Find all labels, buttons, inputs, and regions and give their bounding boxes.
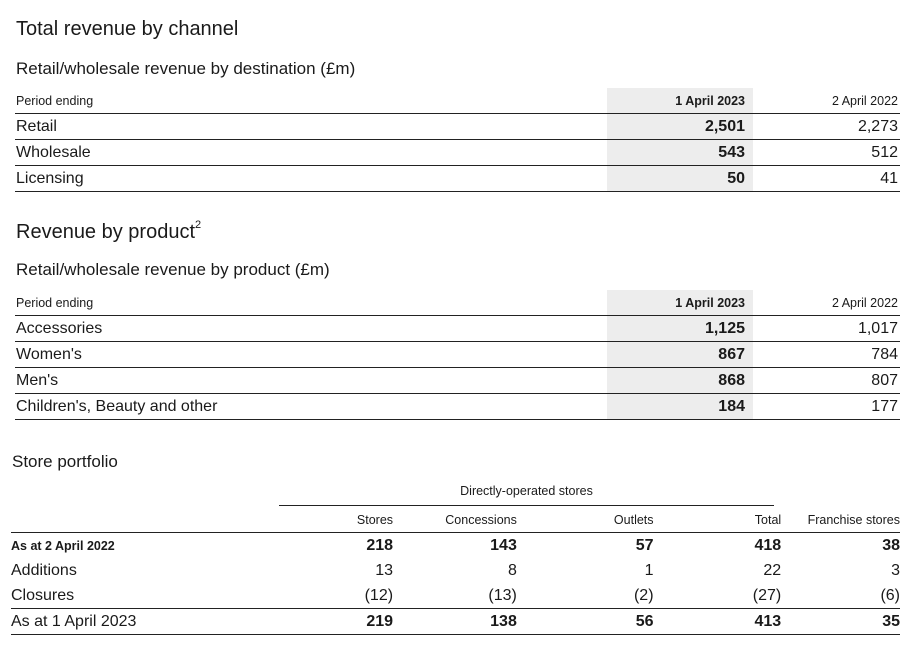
franchise-value: 38: [882, 536, 900, 554]
previous-value: 41: [753, 166, 900, 192]
current-value: 543: [607, 140, 753, 166]
previous-value: 807: [753, 368, 900, 394]
concessions-value: 143: [490, 536, 517, 554]
total-value: 413: [654, 609, 782, 635]
current-value: 1,125: [607, 316, 753, 342]
row-label: Closures: [11, 583, 278, 609]
concessions-value: 8: [507, 561, 517, 579]
current-value: 50: [607, 166, 753, 192]
row-label: As at 1 April 2023: [11, 609, 278, 635]
revenue-by-product-table: [15, 290, 900, 420]
period-ending-label: Period ending: [15, 290, 607, 316]
previous-value: 512: [753, 140, 900, 166]
table-header-row: [15, 290, 900, 316]
total-value: 22: [763, 561, 782, 579]
table-row: [15, 166, 900, 192]
stores-value: (12): [278, 583, 393, 609]
row-label: Additions: [11, 561, 77, 579]
previous-period-header: 2 April 2022: [753, 290, 900, 316]
section-title-revenue-by-channel: Total revenue by channel: [16, 18, 239, 40]
store-portfolio-table: [11, 508, 900, 635]
row-label: As at 2 April 2022: [11, 538, 115, 553]
previous-value: 2,273: [753, 114, 900, 140]
stores-value: 13: [375, 561, 394, 579]
row-label: Licensing: [15, 166, 607, 192]
previous-value: 177: [753, 394, 900, 420]
column-header-stores: Stores: [278, 508, 393, 533]
section-title-text: Revenue by product: [16, 221, 196, 243]
row-label: Retail: [15, 114, 607, 140]
stores-value: 218: [366, 536, 394, 554]
section-title-revenue-by-product: [16, 221, 201, 244]
franchise-value: 3: [891, 561, 900, 579]
column-header-franchise-stores: Franchise stores: [781, 508, 900, 533]
table-header-row: [11, 508, 900, 533]
previous-period-header: 2 April 2022: [753, 88, 900, 114]
total-value: 418: [754, 536, 782, 554]
table-title-revenue-by-product: Retail/wholesale revenue by product (£m): [16, 260, 330, 279]
concessions-value: (13): [393, 583, 517, 609]
footnote-marker: 2: [195, 219, 202, 231]
outlets-value: (2): [517, 583, 654, 609]
revenue-by-destination-table: [15, 88, 900, 192]
table-row: [11, 533, 900, 559]
current-value: 2,501: [607, 114, 753, 140]
concessions-value: 138: [393, 609, 517, 635]
table-row: [11, 583, 900, 609]
table-row: [15, 140, 900, 166]
row-label: Accessories: [15, 316, 607, 342]
outlets-value: 1: [644, 561, 654, 579]
empty-header-cell: [11, 508, 278, 533]
stores-value: 219: [278, 609, 393, 635]
previous-value: 784: [753, 342, 900, 368]
column-header-total: Total: [654, 508, 782, 533]
column-header-outlets: Outlets: [517, 508, 654, 533]
table-row: [15, 114, 900, 140]
column-header-concessions: Concessions: [393, 508, 517, 533]
table-title-revenue-by-destination: Retail/wholesale revenue by destination (£m): [16, 59, 356, 78]
row-label: Children's, Beauty and other: [15, 394, 607, 420]
row-label: Wholesale: [15, 140, 607, 166]
group-divider: [279, 505, 774, 506]
current-value: 184: [607, 394, 753, 420]
table-row: [15, 342, 900, 368]
table-row: [11, 558, 900, 583]
table-row: [11, 609, 900, 635]
section-title-store-portfolio: Store portfolio: [12, 452, 118, 471]
franchise-value: (6): [781, 583, 900, 609]
row-label: Women's: [15, 342, 607, 368]
directly-operated-stores-group-label: Directly-operated stores: [460, 484, 593, 498]
table-header-row: [15, 88, 900, 114]
row-label: Men's: [15, 368, 607, 394]
outlets-value: 57: [635, 536, 654, 554]
current-value: 868: [607, 368, 753, 394]
previous-value: 1,017: [753, 316, 900, 342]
table-row: [15, 394, 900, 420]
table-row: [15, 368, 900, 394]
outlets-value: 56: [517, 609, 654, 635]
current-period-header: 1 April 2023: [607, 88, 753, 114]
table-row: [15, 316, 900, 342]
total-value: (27): [654, 583, 782, 609]
current-value: 867: [607, 342, 753, 368]
period-ending-label: Period ending: [15, 88, 607, 114]
franchise-value: 35: [781, 609, 900, 635]
current-period-header: 1 April 2023: [607, 290, 753, 316]
